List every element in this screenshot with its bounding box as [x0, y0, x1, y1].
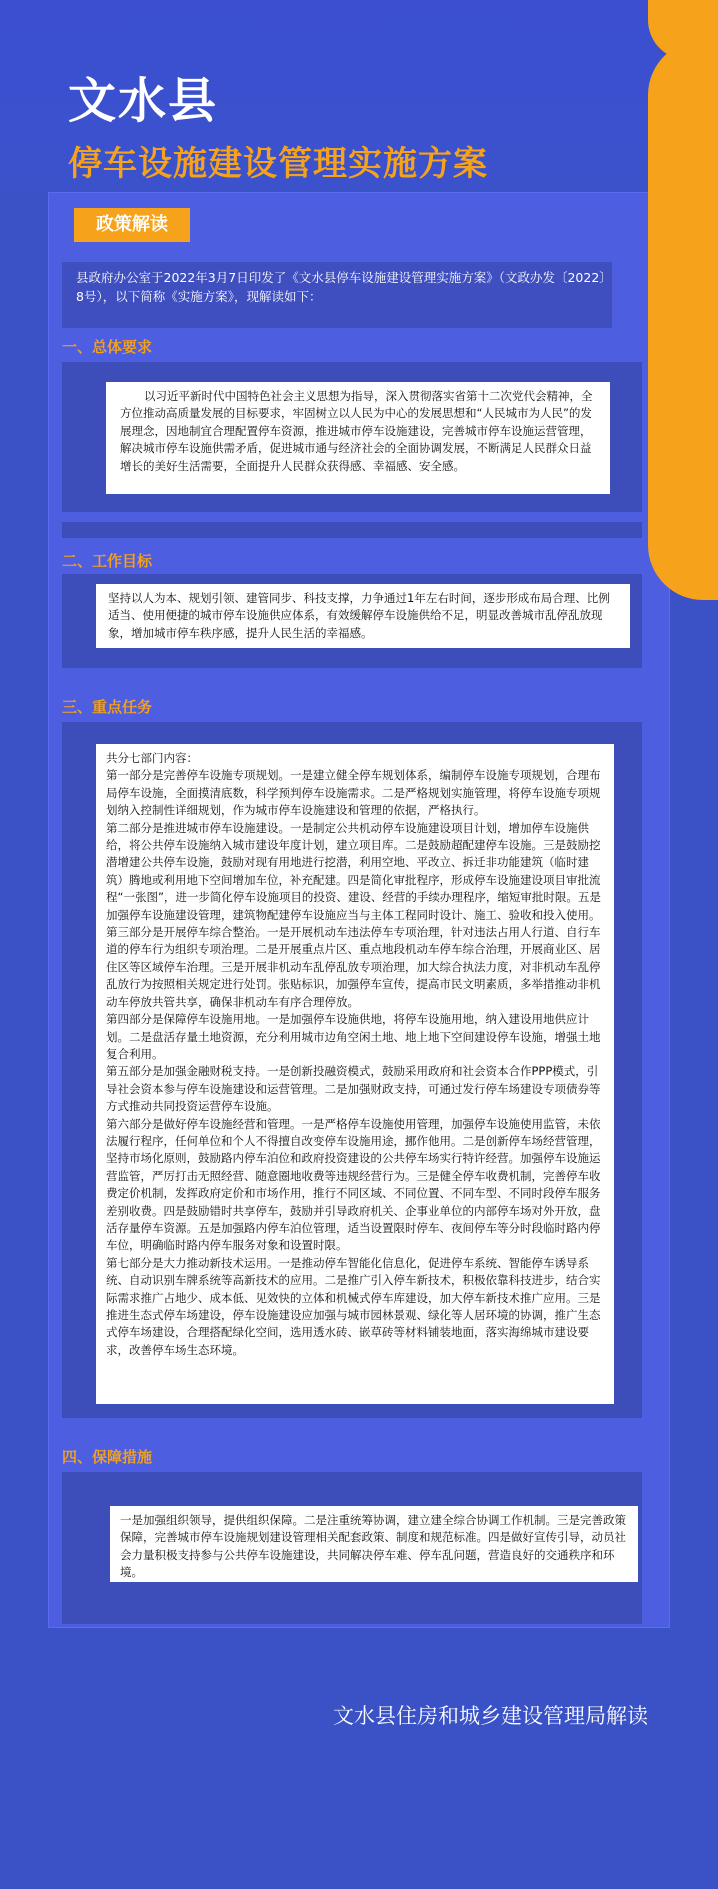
page-title: 文水县: [68, 73, 219, 129]
section-card-1: 以习近平新时代中国特色社会主义思想为指导，深入贯彻落实省第十二次党代会精神，全方位推动高质量发展的目标要求，牢固树立以人民为中心的发展思想和“人民城市为人民”的发展理念，因地制宜合理配置停车资源，推进城市停车设施建设，完善城市停车设施运营管理，解决城市停车设施供需矛盾，促进城市通与经济社会的全面协调发展，不断满足人民群众日益增长的美好生活需要，全面提升人民群众获得感、幸福感、安全感。: [106, 382, 610, 494]
section-card-2: 坚持以人为本、规划引领、建管同步、科技支撑，力争通过1年左右时间，逐步形成布局合理、比例适当、使用便捷的城市停车设施供应体系，有效缓解停车设施供给不足，明显改善城市乱停乱放现象，增加城市停车秩序感，提升人民生活的幸福感。: [96, 584, 630, 648]
policy-interpretation-badge: 政策解读: [74, 208, 190, 242]
section-heading-3: 三、重点任务: [62, 698, 153, 716]
section-card-3: 共分七部门内容： 第一部分是完善停车设施专项规划。一是建立健全停车规划体系，编制停车设施专项规划，合理布局停车设施，全面摸清底数，科学预判停车设施需求。二是严格规划实施管理，将停车设施专项规划纳入控制性详细规划，作为城市停车设施建设和管理的依据，严格执行。 第二部分是推进城市停车设施建设。一是制定公共机动停车设施建设项目计划，增加停车设施供给，将公共停车设施纳入城市建设年度计划，建立项目库。二是鼓励超配建停车设施。三是鼓励挖潜增建公共停车设施，鼓励对现有用地进行挖潜，利用空地、平改立、拆迁非功能建筑（临时建筑）腾地或利用地下空间增加车位，补充配建。四是简化审批程序，形成停车设施建设项目审批流程“一张图”，进一步简化停车设施项目的投资、建设、经营的手续办理程序，缩短审批时限。五是加强停车设施建设管理，建筑物配建停车设施应当与主体工程同时设计、施工、验收和投入使用。 第三部分是开展停车综合整治。一是开展机动车违法停车专项治理，针对违法占用人行道、自行车道的停车行为组织专项治理。二是开展重点片区、重点地段机动车停车综合治理，开展商业区、居住区等区域停车治理。三是开展非机动车乱停乱放专项治理，加大综合执法力度，对非机动车乱停乱放行为按照相关规定进行处罚。张贴标识，加强停车宣传，提高市民文明素质，多举措推动非机动车停放共管共享，确保非机动车有序合理停放。 第四部分是保障停车设施用地。一是加强停车设施供地，将停车设施用地，纳入建设用地供应计划。二是盘活存量土地资源，充分利用城市边角空闲土地、地上地下空间建设停车设施，增强土地复合利用。 第五部分是加强金融财税支持。一是创新投融资模式，鼓励采用政府和社会资本合作PPP模式，引导社会资本参与停车设施建设和运营管理。二是加强财政支持，可通过发行停车场建设专项债券等方式推动共同投资运营停车设施。 第六部分是做好停车设施经营和管理。一是严格停车设施使用管理，加强停车设施使用监管，未依法履行程序，任何单位和个人不得擅自改变停车设施用途，挪作他用。二是创新停车场经营管理，坚持市场化原则，鼓励路内停车泊位和政府投资建设的公共停车场实行特许经营。加强停车设施运营监管，严厉打击无照经营、随意圈地收费等违规经营行为。三是健全停车收费机制，完善停车收费定价机制，发挥政府定价和市场作用，推行不同区域、不同位置、不同车型、不同时段停车服务差别收费。四是鼓励错时共享停车，鼓励并引导政府机关、企事业单位的内部停车场对外开放，盘活存量停车资源。五是加强路内停车泊位管理，适当设置限时停车、夜间停车等分时段临时路内停车位，明确临时路内停车服务对象和设置时限。 第七部分是大力推动新技术运用。一是推动停车智能化信息化，促进停车系统、智能停车诱导系统、自动识别车牌系统等高新技术的应用。二是推广引入停车新技术，积极依靠科技进步，结合实际需求推广占地少、成本低、见效快的立体和机械式停车库建设，加大停车新技术推广应用。三是推进生态式停车场建设，停车设施建设应加强与城市园林景观、绿化等人居环境的协调，推广生态式停车场建设，合理搭配绿化空间，选用透水砖、嵌草砖等材料铺装地面，落实海绵城市建设要求，改善停车场生态环境。: [96, 744, 614, 1404]
section-heading-4: 四、保障措施: [62, 1448, 153, 1466]
page-subtitle: 停车设施建设管理实施方案: [68, 144, 488, 184]
section-card-4: 一是加强组织领导，提供组织保障。二是注重统筹协调，建立建全综合协调工作机制。三是完善政策保障，完善城市停车设施规划建设管理相关配套政策、制度和规范标准。四是做好宣传引导，动员社会力量积极支持参与公共停车设施建设，共同解决停车难、停车乱问题，营造良好的交通秩序和环境。: [110, 1506, 638, 1582]
intro-text: 县政府办公室于2022年3月7日印发了《文水县停车设施建设管理实施方案》（文政办发〔2022〕8号），以下简称《实施方案》，现解读如下：: [76, 270, 606, 304]
section-heading-1: 一、总体要求: [62, 338, 153, 356]
section-heading-2: 二、工作目标: [62, 552, 153, 570]
section-band-1b: [62, 522, 642, 538]
decorative-orange-shape: [648, 40, 718, 600]
footer-signature: 文水县住房和城乡建设管理局解读: [333, 1704, 648, 1728]
